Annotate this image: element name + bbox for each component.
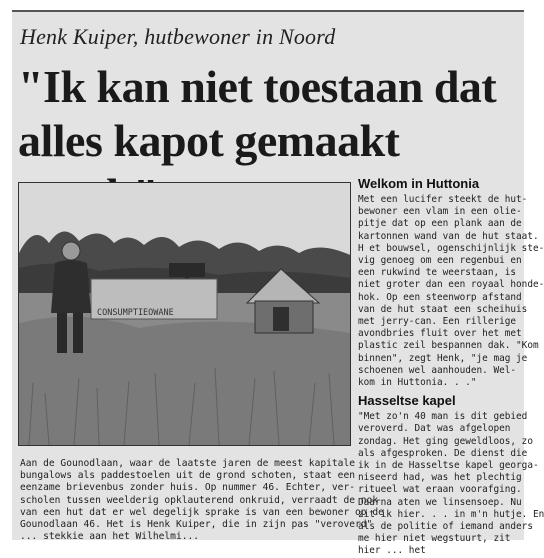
body-line: pitje dat op een plank aan de [358, 218, 522, 230]
body-line: Daarna aten we linsensoep. Nu [358, 496, 522, 508]
body-line: "Met zo'n 40 man is dit gebied [358, 411, 528, 423]
body-line: als afgesproken. De dienst die [358, 447, 528, 459]
top-rule [12, 10, 524, 12]
caption-line: van een hut dat er wel degelijk sprake is van een bewoner op de [20, 506, 384, 518]
body-line: H et bouwsel, ogenschijnlijk ste- [358, 242, 544, 254]
article-kicker: Henk Kuiper, hutbewoner in Noord [20, 24, 336, 49]
caption-line: Aan de Gounodlaan, waar de laatste jaren de meest kapitale [20, 458, 356, 469]
photo-caption [20, 458, 384, 543]
body-line: een rukwind te weerstaan, is [358, 267, 517, 279]
body-line: als de politie of iemand anders [358, 521, 533, 533]
body-line: niseerd had, was het plechtig [358, 472, 522, 484]
body-line: Met een lucifer steekt de hut- [358, 194, 528, 205]
headline-line-1: "Ik kan niet toestaan dat [18, 61, 497, 112]
section-title-hasseltse-kapel: Hasseltse kapel [358, 393, 456, 409]
body-line: me hier niet wegstuurt, zit [358, 533, 511, 545]
body-line: zondag. Het ging geweldloos, zo [358, 435, 533, 447]
body-line: vig genoeg om een regenbui en [358, 255, 522, 267]
body-line: van de hut staat een scheihuis [358, 303, 528, 315]
article-photo [18, 182, 351, 446]
body-line: ritueel wat eraan voorafging. [358, 484, 522, 496]
sidebar-column [358, 176, 544, 558]
body-line: zit ik hier. . . in m'n hutje. En [358, 508, 544, 520]
body-line: kom in Huttonia. . ." [358, 377, 477, 389]
body-line: avondbries fluit over het met [358, 328, 522, 340]
photo-sign-text: CONSUMPTIEOWANE [97, 308, 174, 318]
body-line: niet groter dan een royaal honde- [358, 279, 544, 291]
section-title-huttonia: Welkom in Huttonia [358, 176, 480, 191]
body-line: veroverd. Dat was afgelopen [358, 423, 511, 435]
body-line: hier ... het [358, 545, 426, 557]
body-line: plastic zeil bespannen dak. "Kom [358, 340, 539, 352]
body-line: bewoner een vlam in een olie- [358, 206, 522, 218]
caption-line: scholen tussen weelderig opklauterend onkruid, verraadt de nok [20, 494, 379, 506]
body-line: hok. Op een steenworp afstand [358, 291, 522, 303]
headline-line-2: alles kapot gemaakt [18, 115, 400, 166]
body-line: met jerry-can. Een rillerige [358, 316, 517, 328]
photo-illustration [19, 183, 350, 445]
caption-line: Gounodlaan 46. Het is Henk Kuiper, die in zijn pas "veroverd" [20, 519, 373, 531]
section-body-huttonia [358, 194, 544, 389]
body-line: binnen", zegt Henk, "je mag je [358, 352, 528, 364]
body-line: ik in de Hasseltse kapel georga- [358, 460, 539, 472]
newspaper-clipping [12, 10, 544, 557]
section-body-hasseltse-kapel [358, 411, 544, 557]
caption-line: ... stekkie aan het Wilhelmi... [20, 531, 200, 543]
body-line: schoenen wel aanhouden. Wel- [358, 364, 517, 376]
body-line: kartonnen wand van de hut staat. [358, 230, 539, 242]
caption-line: eenzame brievenbus zonder huis. Op nummer 46. Echter, ver- [20, 482, 356, 494]
caption-line: bungalows als paddestoelen uit de grond schoten, staat een [20, 470, 356, 482]
